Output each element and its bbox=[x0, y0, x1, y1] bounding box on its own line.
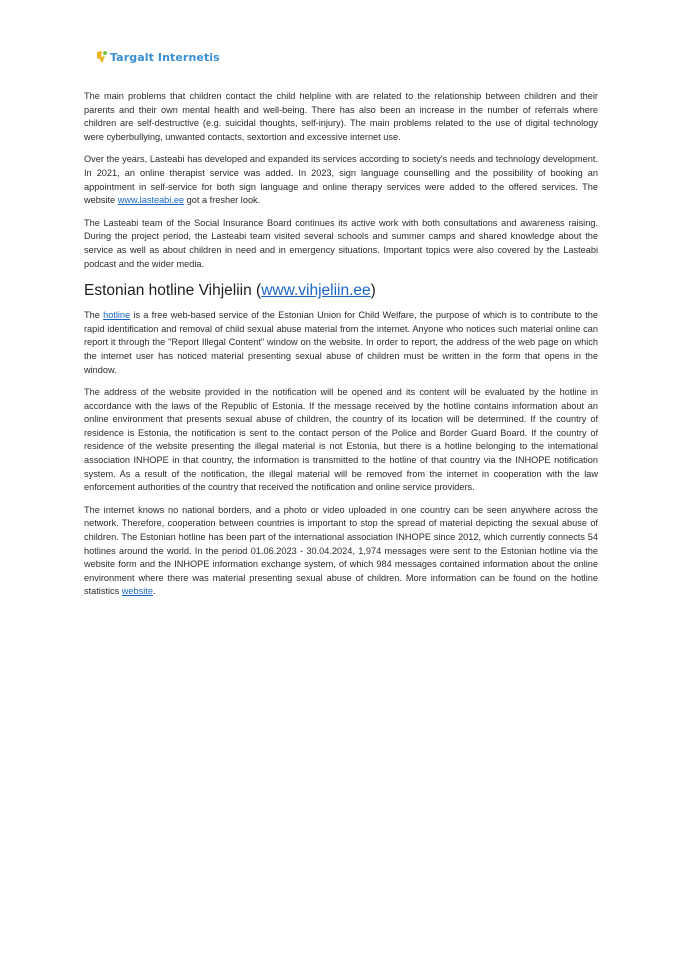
vihjeliin-website-link[interactable]: www.vihjeliin.ee bbox=[261, 282, 371, 300]
paragraph-hotline-intro bbox=[84, 309, 598, 377]
logo-text: Targalt Internetis bbox=[110, 50, 220, 64]
heading-text: Estonian hotline Vihjeliin ( bbox=[84, 282, 262, 300]
hotline-link[interactable]: hotline bbox=[103, 310, 131, 321]
text-run: . bbox=[152, 586, 156, 597]
paragraph-hotline-cooperation bbox=[84, 504, 598, 599]
text-run: The bbox=[84, 310, 104, 321]
section-heading bbox=[84, 281, 598, 301]
paragraph-hotline-process: The address of the website provided in the notification will be opened and its content will be evaluated by the hotline in accordance with the laws of the Republic of Estonia. If the message received by the hotline contains information about an online environment that presents sexual abuse of children, the country of its location will be determined. If the country of residence is Estonia, the notification is sent to the contact person of the Police and Border Guard Board. If the country of residence of the website presenting the illegal material is not Estonia, but there is a hotline belonging to the international association INHOPE in that country, the information is transmitted to the hotline of that country via the INHOPE notification system. As a result of the notification, the illegal material will be removed from the internet in cooperation with the law enforcement authorities of the country that received the notification and online service providers. bbox=[84, 387, 598, 493]
document-body bbox=[84, 90, 598, 608]
logo-mark-icon bbox=[96, 50, 108, 64]
paragraph-helpline-problems: The main problems that children contact the child helpline with are related to the relationship between children and their parents and their own mental health and well-being. There has also been an increase in the number of referrals where children are self-destructive (e.g. suicidal thoughts, self-injury). The main problems related to the use of digital technology were cyberbullying, unwanted contacts, sextortion and excessive internet use. bbox=[84, 91, 598, 142]
statistics-website-link[interactable]: website bbox=[121, 586, 153, 597]
paragraph-lasteabi-services bbox=[84, 153, 598, 207]
lasteabi-website-link[interactable]: www.lasteabi.ee bbox=[117, 195, 185, 206]
logo bbox=[96, 50, 220, 64]
text-run: got a fresher look. bbox=[184, 195, 261, 206]
text-run: Over the years, Lasteabi has developed and expanded its services according to society's needs and technology development. In 2021, an online therapist service was added. In 2023, sign language counselling and the possibility of booking an appointment in self-service for both sign language and online therapy services were added to the offered services. The website bbox=[84, 154, 598, 206]
paragraph-lasteabi-team: The Lasteabi team of the Social Insurance Board continues its active work with both consultations and awareness raising. During the project period, the Lasteabi team visited several schools and summer camps and shared knowledge about the service as well as about children in need and in emergency situations. Important topics were also covered by the Lasteabi podcast and the wider media. bbox=[84, 217, 598, 269]
text-run: is a free web-based service of the Estonian Union for Child Welfare, the purpose of which is to contribute to the rapid identification and removal of child sexual abuse material from the internet. Anyone who notices such material online can report it through the "Report Illegal Content" window on the website. In order to report, the address of the web page on which the internet user has noticed material presenting sexual abuse of children must be written in the form that opens in the window. bbox=[84, 310, 598, 375]
heading-close: ) bbox=[370, 282, 376, 300]
text-run: The internet knows no national borders, and a photo or video uploaded in one country can be seen anywhere across the network. Therefore, cooperation between countries is important to stop the spread of material depicting the sexual abuse of children. The Estonian hotline has been part of the international association INHOPE since 2012, which currently connects 54 hotlines around the world. In the period 01.06.2023 - 30.04.2024, 1,974 messages were sent to the Estonian hotline via the website form and the INHOPE information exchange system, of which 984 messages contained information about the online environment where there was material presenting sexual abuse of children. More information can be found on the hotline statistics bbox=[84, 504, 598, 597]
